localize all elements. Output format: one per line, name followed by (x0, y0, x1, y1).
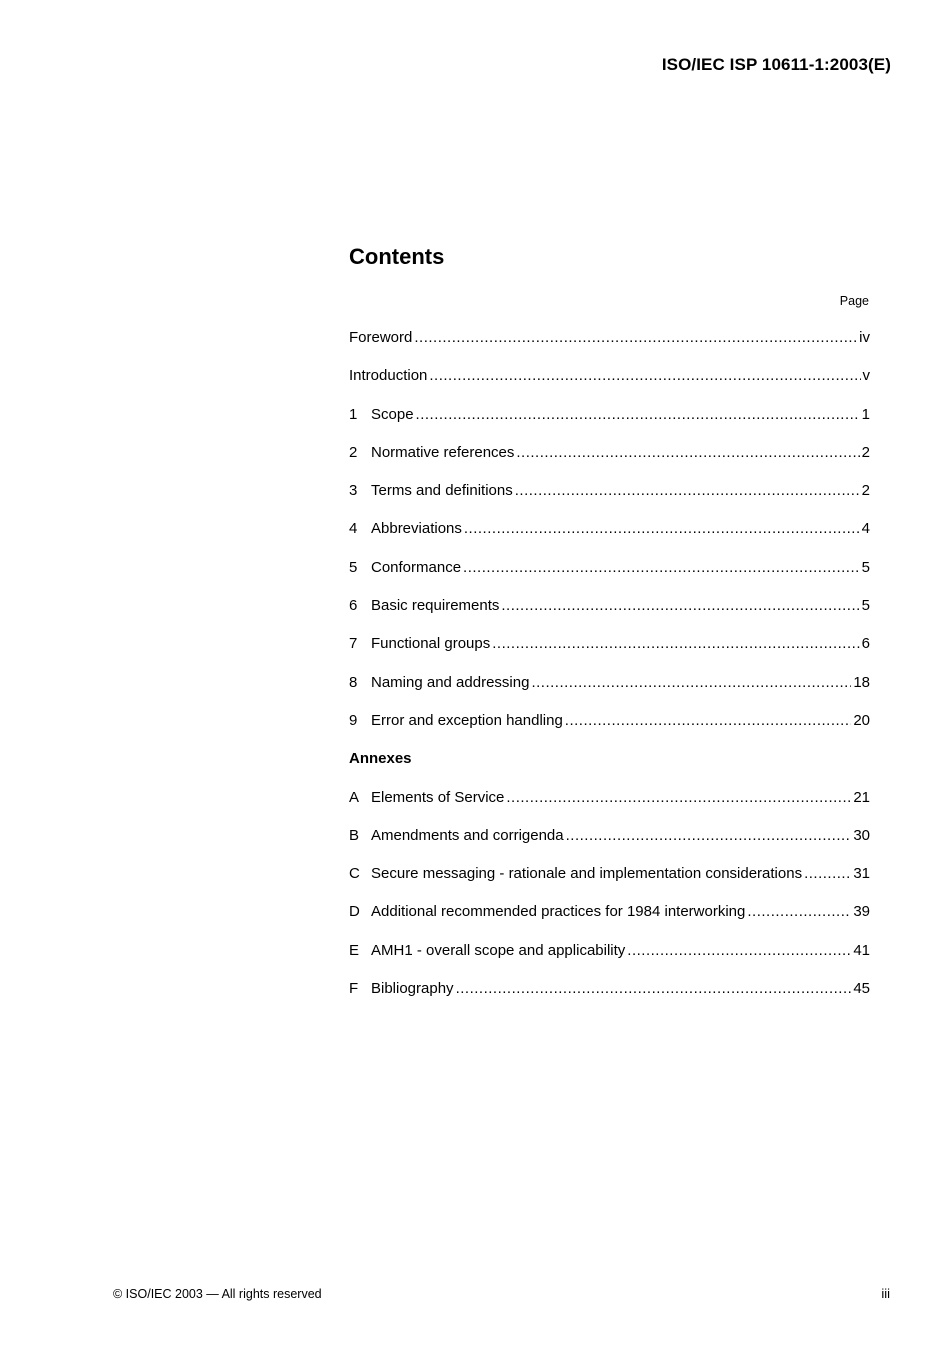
toc-entry[interactable] (349, 403, 870, 441)
toc-entry[interactable] (349, 632, 870, 670)
page-column-label: Page (839, 294, 869, 308)
toc-dot-leader (464, 517, 860, 541)
toc-entry-label: Naming and addressing (371, 673, 530, 691)
toc-entry[interactable] (349, 709, 870, 747)
toc-entry-page: 4 (861, 520, 870, 538)
toc-dot-leader (566, 824, 852, 848)
toc-entry[interactable] (349, 862, 870, 900)
toc-entry-label: Elements of Service (371, 788, 505, 806)
toc-entry-page: 41 (853, 941, 870, 959)
toc-entry[interactable] (349, 326, 870, 364)
toc-entry-page: 21 (853, 788, 870, 806)
toc-dot-leader (429, 364, 860, 388)
toc-dot-leader (747, 900, 851, 924)
toc-entry-number: 5 (349, 558, 358, 576)
toc-entry-label: Error and exception handling (371, 711, 563, 729)
toc-entry-page: 31 (853, 865, 870, 883)
annexes-heading-label: Annexes (349, 750, 412, 768)
toc-entry[interactable] (349, 517, 870, 555)
toc-entry-page: 5 (861, 597, 870, 615)
toc-entry-number: 7 (349, 635, 358, 653)
toc-entry[interactable] (349, 671, 870, 709)
toc-entry-page: 2 (861, 482, 870, 500)
toc-entry[interactable] (349, 900, 870, 938)
toc-entry[interactable] (349, 556, 870, 594)
toc-entry-label: Normative references (371, 443, 515, 461)
toc-entry-label: Foreword (349, 329, 413, 346)
toc-dot-leader (501, 594, 859, 618)
toc-entry-page: v (862, 367, 870, 385)
toc-entry[interactable] (349, 824, 870, 862)
toc-entry[interactable] (349, 939, 870, 977)
toc-entry-label: Functional groups (371, 635, 491, 653)
toc-dot-leader (414, 326, 857, 350)
toc-dot-leader (516, 441, 859, 465)
toc-entry-label: Amendments and corrigenda (371, 826, 564, 844)
toc-entry[interactable] (349, 977, 870, 1015)
toc-entry-page: 1 (861, 405, 870, 423)
toc-entry-page: 20 (853, 711, 870, 729)
toc-annex-entries (349, 786, 870, 1016)
toc-entry[interactable] (349, 594, 870, 632)
toc-entry-number: B (349, 826, 360, 844)
toc-entry-label: Scope (371, 405, 414, 423)
page-number: iii (881, 1286, 890, 1301)
toc-entry-label: Bibliography (371, 980, 454, 998)
toc-entry-number: 8 (349, 673, 358, 691)
toc-dot-leader (804, 862, 851, 886)
toc-entry-page: 45 (853, 980, 870, 998)
toc-dot-leader (531, 671, 851, 695)
toc-entry-number: 1 (349, 405, 358, 423)
copyright-notice: © ISO/IEC 2003 — All rights reserved (113, 1287, 322, 1301)
toc-entry-page: 6 (861, 635, 870, 653)
toc-dot-leader (627, 939, 851, 963)
toc-entry[interactable] (349, 479, 870, 517)
toc-entry-number: 4 (349, 520, 358, 538)
toc-entry-page: 5 (861, 558, 870, 576)
toc-entry[interactable] (349, 364, 870, 402)
toc-entry-number: 6 (349, 597, 358, 615)
toc-entry-number: 3 (349, 482, 358, 500)
toc-entry-number: E (349, 941, 360, 959)
toc-dot-leader (492, 632, 859, 656)
toc-entry-page: 18 (853, 673, 870, 691)
toc-entry-label: Conformance (371, 558, 462, 576)
toc-entry-page: 39 (853, 903, 870, 921)
toc-entry-label: AMH1 - overall scope and applicability (371, 941, 626, 959)
toc-dot-leader (463, 556, 860, 580)
annexes-heading (349, 747, 870, 785)
toc-dot-leader (456, 977, 852, 1001)
toc-dot-leader (416, 403, 860, 427)
toc-dot-leader (565, 709, 852, 733)
toc-entry-number: 2 (349, 443, 358, 461)
toc-entry-label: Introduction (349, 367, 428, 385)
toc-entry-number: 9 (349, 711, 358, 729)
toc-main-entries (349, 326, 870, 747)
toc-entry-label: Terms and definitions (371, 482, 513, 500)
toc-entry-number: D (349, 903, 360, 921)
toc-entry-number: A (349, 788, 360, 806)
table-of-contents (349, 326, 870, 1015)
toc-entry-page: 30 (853, 826, 870, 844)
toc-entry-page: 2 (861, 443, 870, 461)
toc-entry[interactable] (349, 786, 870, 824)
document-header-title: ISO/IEC ISP 10611-1:2003(E) (661, 55, 891, 74)
toc-entry-label: Secure messaging - rationale and implementation considerations (371, 865, 803, 883)
toc-dot-leader (515, 479, 860, 503)
toc-dot-leader (506, 786, 851, 810)
toc-entry-page: iv (859, 329, 870, 346)
toc-entry[interactable] (349, 441, 870, 479)
toc-entry-label: Abbreviations (371, 520, 462, 538)
toc-entry-label: Additional recommended practices for 1984 interworking (371, 903, 746, 921)
toc-entry-number: F (349, 980, 359, 998)
toc-entry-number: C (349, 865, 360, 883)
contents-heading: Contents (349, 244, 445, 269)
toc-entry-label: Basic requirements (371, 597, 500, 615)
